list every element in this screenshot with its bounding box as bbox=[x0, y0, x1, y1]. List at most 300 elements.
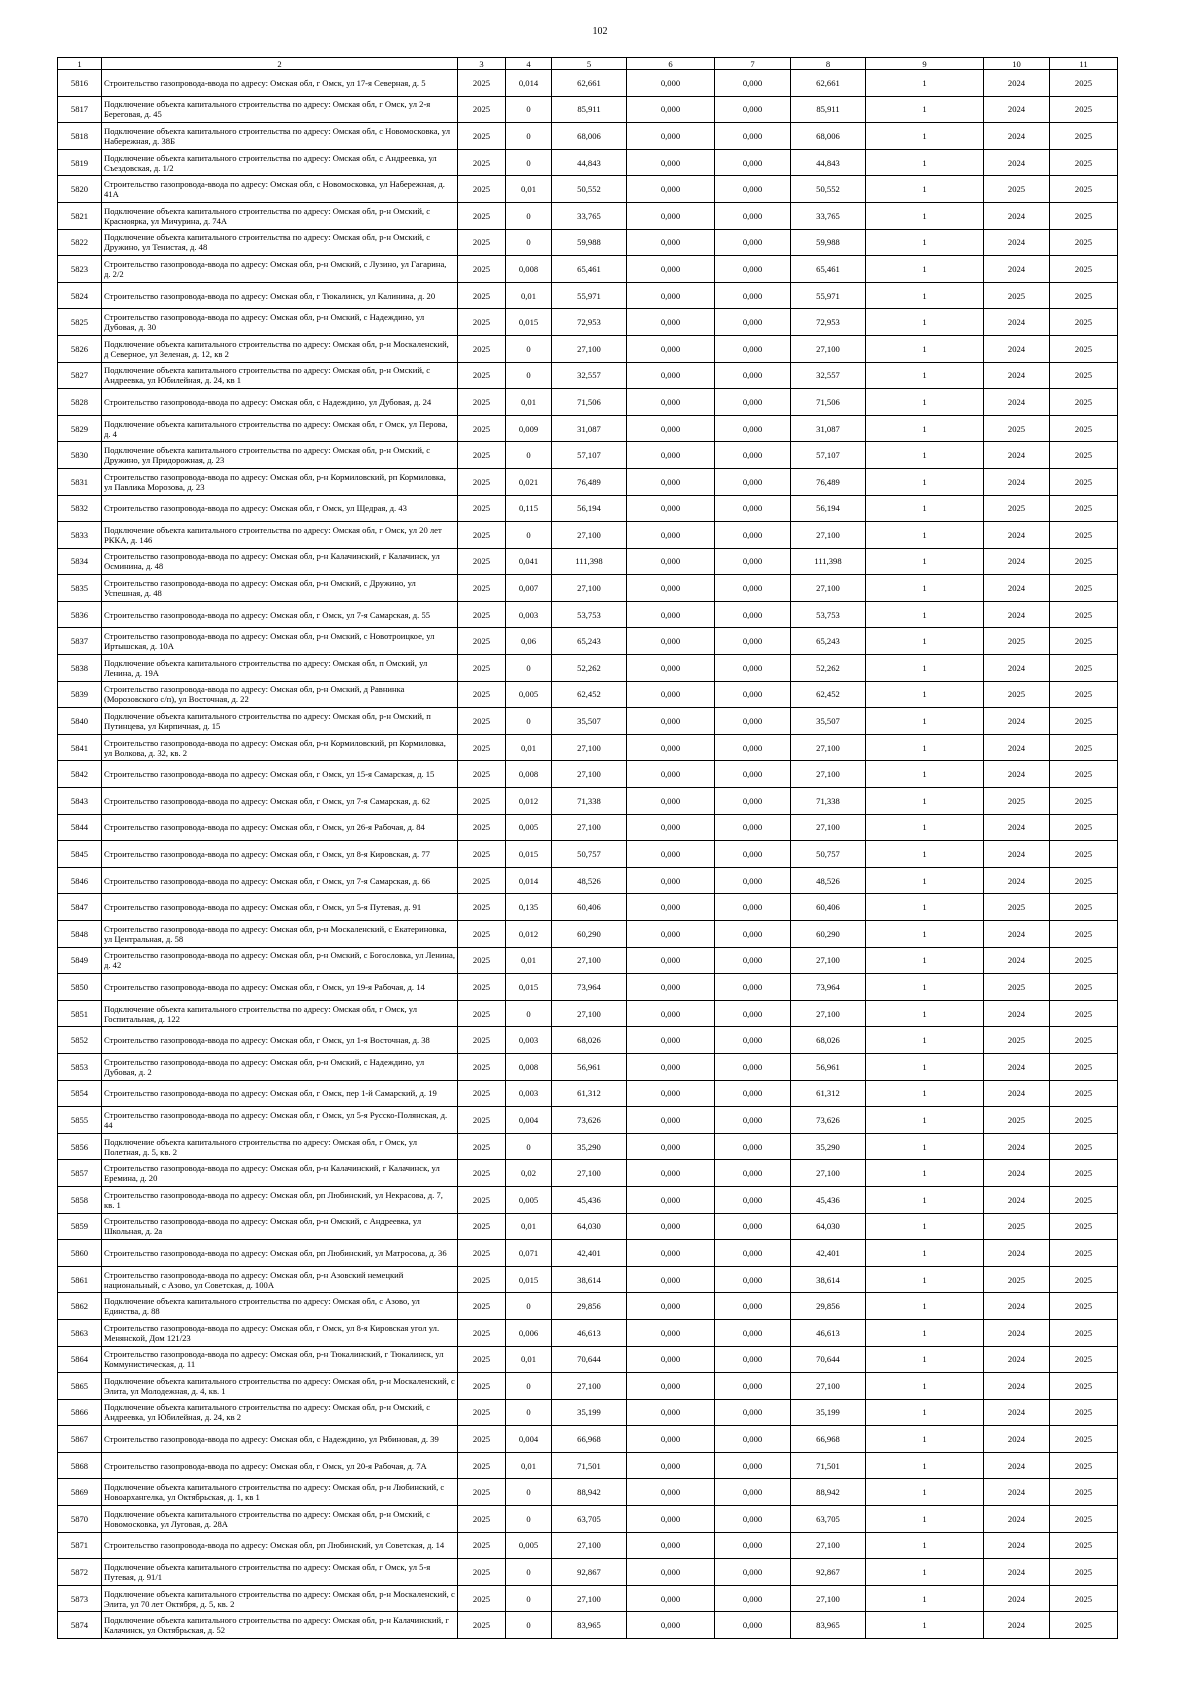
table-cell: 2025 bbox=[1050, 229, 1118, 256]
table-cell: 76,489 bbox=[791, 468, 866, 495]
table-cell: 44,843 bbox=[791, 149, 866, 176]
table-row bbox=[58, 1240, 1118, 1267]
table-row bbox=[58, 734, 1118, 761]
table-cell: 2025 bbox=[1050, 734, 1118, 761]
table-cell: 0,000 bbox=[627, 1080, 715, 1107]
table-cell: 2025 bbox=[458, 70, 506, 97]
table-cell: 45,436 bbox=[791, 1186, 866, 1213]
table-cell: 0,008 bbox=[506, 1053, 552, 1080]
table-cell: 2024 bbox=[984, 814, 1050, 841]
table-cell: 0,000 bbox=[627, 894, 715, 921]
table-cell: 0 bbox=[506, 1293, 552, 1320]
table-cell: 2024 bbox=[984, 1479, 1050, 1506]
table-cell: 50,757 bbox=[791, 841, 866, 868]
table-cell: 2025 bbox=[458, 1479, 506, 1506]
object-name-cell: Строительство газопровода-ввода по адресу: Омская обл, р-н Тюкалинский, г Тюкалинск, ул Коммунистическая, д. 11 bbox=[102, 1346, 458, 1373]
table-row bbox=[58, 415, 1118, 442]
table-cell: 57,107 bbox=[552, 442, 627, 469]
table-cell: 5840 bbox=[58, 708, 102, 735]
table-cell: 1 bbox=[866, 1532, 984, 1559]
table-cell: 2024 bbox=[984, 548, 1050, 575]
table-cell: 0,071 bbox=[506, 1240, 552, 1267]
table-cell: 27,100 bbox=[552, 1373, 627, 1400]
object-name-cell: Строительство газопровода-ввода по адресу: Омская обл, р-н Омский, с Андреевка, ул Школьная, д. 2а bbox=[102, 1213, 458, 1240]
table-cell: 0,004 bbox=[506, 1107, 552, 1134]
column-header: 8 bbox=[791, 58, 866, 70]
table-cell: 5853 bbox=[58, 1053, 102, 1080]
table-row bbox=[58, 788, 1118, 815]
table-cell: 1 bbox=[866, 1479, 984, 1506]
table-cell: 56,194 bbox=[552, 495, 627, 522]
table-cell: 88,942 bbox=[552, 1479, 627, 1506]
table-cell: 27,100 bbox=[552, 1000, 627, 1027]
table-cell: 2025 bbox=[1050, 1213, 1118, 1240]
table-cell: 0,021 bbox=[506, 468, 552, 495]
table-cell: 5832 bbox=[58, 495, 102, 522]
table-cell: 27,100 bbox=[791, 734, 866, 761]
object-name-cell: Подключение объекта капитального строительства по адресу: Омская обл, с Азово, ул Единства, д. 88 bbox=[102, 1293, 458, 1320]
table-cell: 0,000 bbox=[627, 1319, 715, 1346]
table-cell: 2025 bbox=[458, 841, 506, 868]
table-cell: 56,961 bbox=[552, 1053, 627, 1080]
table-cell: 2024 bbox=[984, 1000, 1050, 1027]
table-cell: 2025 bbox=[1050, 841, 1118, 868]
table-cell: 0,000 bbox=[627, 282, 715, 309]
table-cell: 5854 bbox=[58, 1080, 102, 1107]
table-cell: 2025 bbox=[458, 1213, 506, 1240]
table-cell: 0,000 bbox=[715, 761, 791, 788]
table-cell: 2025 bbox=[458, 282, 506, 309]
table-cell: 92,867 bbox=[552, 1559, 627, 1586]
table-cell: 71,506 bbox=[552, 389, 627, 416]
table-cell: 0,000 bbox=[715, 123, 791, 150]
table-cell: 2024 bbox=[984, 1160, 1050, 1187]
table-cell: 0,000 bbox=[627, 1160, 715, 1187]
table-row bbox=[58, 468, 1118, 495]
table-cell: 0,000 bbox=[627, 1000, 715, 1027]
table-cell: 2025 bbox=[458, 96, 506, 123]
table-cell: 62,452 bbox=[552, 681, 627, 708]
object-name-cell: Строительство газопровода-ввода по адресу: Омская обл, р-н Калачинский, г Калачинск, ул Осминина, д. 48 bbox=[102, 548, 458, 575]
table-cell: 1 bbox=[866, 282, 984, 309]
table-cell: 55,971 bbox=[791, 282, 866, 309]
table-cell: 33,765 bbox=[791, 202, 866, 229]
table-cell: 2025 bbox=[1050, 1479, 1118, 1506]
table-cell: 2025 bbox=[984, 282, 1050, 309]
table-cell: 73,964 bbox=[791, 974, 866, 1001]
table-cell: 0,000 bbox=[627, 841, 715, 868]
table-cell: 0 bbox=[506, 1559, 552, 1586]
table-cell: 0,000 bbox=[715, 841, 791, 868]
table-cell: 2025 bbox=[1050, 1107, 1118, 1134]
table-cell: 0,000 bbox=[627, 1293, 715, 1320]
table-cell: 0,000 bbox=[715, 628, 791, 655]
table-cell: 31,087 bbox=[791, 415, 866, 442]
table-cell: 1 bbox=[866, 389, 984, 416]
table-cell: 1 bbox=[866, 734, 984, 761]
table-cell: 2025 bbox=[458, 894, 506, 921]
table-cell: 1 bbox=[866, 1612, 984, 1639]
table-cell: 60,406 bbox=[791, 894, 866, 921]
table-cell: 1 bbox=[866, 522, 984, 549]
table-cell: 1 bbox=[866, 841, 984, 868]
table-cell: 0,000 bbox=[715, 814, 791, 841]
table-cell: 27,100 bbox=[791, 1532, 866, 1559]
table-row bbox=[58, 1053, 1118, 1080]
table-cell: 2025 bbox=[458, 1506, 506, 1533]
object-name-cell: Строительство газопровода-ввода по адресу: Омская обл, р-н Омский, с Надеждино, ул Дубовая, д. 2 bbox=[102, 1053, 458, 1080]
table-cell: 2025 bbox=[1050, 867, 1118, 894]
table-cell: 5859 bbox=[58, 1213, 102, 1240]
table-cell: 2025 bbox=[1050, 362, 1118, 389]
table-cell: 0,000 bbox=[627, 947, 715, 974]
object-name-cell: Строительство газопровода-ввода по адресу: Омская обл, г Омск, ул 20-я Рабочая, д. 7А bbox=[102, 1452, 458, 1479]
object-name-cell: Строительство газопровода-ввода по адресу: Омская обл, г Омск, ул 19-я Рабочая, д. 14 bbox=[102, 974, 458, 1001]
table-cell: 2025 bbox=[1050, 415, 1118, 442]
table-cell: 0,000 bbox=[627, 1186, 715, 1213]
table-cell: 1 bbox=[866, 176, 984, 203]
table-cell: 2024 bbox=[984, 867, 1050, 894]
table-cell: 2025 bbox=[458, 681, 506, 708]
table-cell: 0,012 bbox=[506, 921, 552, 948]
table-cell: 2025 bbox=[1050, 708, 1118, 735]
table-cell: 0,000 bbox=[627, 1240, 715, 1267]
table-cell: 5828 bbox=[58, 389, 102, 416]
table-cell: 27,100 bbox=[552, 734, 627, 761]
table-cell: 1 bbox=[866, 761, 984, 788]
object-name-cell: Подключение объекта капитального строительства по адресу: Омская обл, р-н Москаленский, с Элита, ул Молодежная, д. 4, кв. 1 bbox=[102, 1373, 458, 1400]
table-cell: 0 bbox=[506, 202, 552, 229]
table-cell: 0,000 bbox=[627, 1532, 715, 1559]
table-cell: 0,000 bbox=[715, 601, 791, 628]
table-cell: 5866 bbox=[58, 1399, 102, 1426]
table-cell: 5849 bbox=[58, 947, 102, 974]
table-row bbox=[58, 229, 1118, 256]
table-cell: 56,961 bbox=[791, 1053, 866, 1080]
table-cell: 56,194 bbox=[791, 495, 866, 522]
table-cell: 61,312 bbox=[552, 1080, 627, 1107]
table-cell: 2025 bbox=[984, 176, 1050, 203]
table-row bbox=[58, 1080, 1118, 1107]
table-cell: 0,000 bbox=[627, 149, 715, 176]
table-cell: 2025 bbox=[458, 1452, 506, 1479]
table-cell: 63,705 bbox=[791, 1506, 866, 1533]
table-cell: 0,000 bbox=[715, 256, 791, 283]
table-row bbox=[58, 947, 1118, 974]
table-row bbox=[58, 921, 1118, 948]
table-cell: 0,000 bbox=[715, 415, 791, 442]
table-cell: 2025 bbox=[458, 1266, 506, 1293]
object-name-cell: Подключение объекта капитального строительства по адресу: Омская обл, г Омск, ул Полетная, д. 5, кв. 2 bbox=[102, 1133, 458, 1160]
table-cell: 0,000 bbox=[627, 1107, 715, 1134]
table-cell: 5855 bbox=[58, 1107, 102, 1134]
table-cell: 1 bbox=[866, 1133, 984, 1160]
table-cell: 1 bbox=[866, 814, 984, 841]
table-cell: 5864 bbox=[58, 1346, 102, 1373]
table-cell: 2024 bbox=[984, 1293, 1050, 1320]
table-cell: 62,661 bbox=[791, 70, 866, 97]
table-cell: 2025 bbox=[458, 974, 506, 1001]
table-cell: 5823 bbox=[58, 256, 102, 283]
table-cell: 5834 bbox=[58, 548, 102, 575]
table-cell: 65,243 bbox=[791, 628, 866, 655]
table-row bbox=[58, 1160, 1118, 1187]
table-row bbox=[58, 1399, 1118, 1426]
table-cell: 5841 bbox=[58, 734, 102, 761]
table-cell: 27,100 bbox=[791, 1000, 866, 1027]
table-cell: 2025 bbox=[1050, 1186, 1118, 1213]
table-cell: 1 bbox=[866, 867, 984, 894]
table-cell: 1 bbox=[866, 548, 984, 575]
table-cell: 0 bbox=[506, 442, 552, 469]
table-cell: 45,436 bbox=[552, 1186, 627, 1213]
table-cell: 0,000 bbox=[627, 1027, 715, 1054]
table-cell: 66,968 bbox=[791, 1426, 866, 1453]
table-cell: 2024 bbox=[984, 1080, 1050, 1107]
table-cell: 27,100 bbox=[552, 1585, 627, 1612]
table-cell: 5837 bbox=[58, 628, 102, 655]
column-header: 11 bbox=[1050, 58, 1118, 70]
table-cell: 0,000 bbox=[715, 575, 791, 602]
table-cell: 5868 bbox=[58, 1452, 102, 1479]
table-cell: 64,030 bbox=[552, 1213, 627, 1240]
table-cell: 42,401 bbox=[552, 1240, 627, 1267]
data-table bbox=[57, 57, 1118, 1639]
table-cell: 53,753 bbox=[791, 601, 866, 628]
table-cell: 2025 bbox=[458, 1346, 506, 1373]
table-cell: 2025 bbox=[1050, 814, 1118, 841]
table-cell: 0,015 bbox=[506, 974, 552, 1001]
table-cell: 27,100 bbox=[791, 814, 866, 841]
table-row bbox=[58, 628, 1118, 655]
object-name-cell: Строительство газопровода-ввода по адресу: Омская обл, р-н Кормиловский, рп Кормиловка, ул Волкова, д. 32, кв. 2 bbox=[102, 734, 458, 761]
table-cell: 1 bbox=[866, 1027, 984, 1054]
table-cell: 2025 bbox=[984, 681, 1050, 708]
table-cell: 0,009 bbox=[506, 415, 552, 442]
object-name-cell: Подключение объекта капитального строительства по адресу: Омская обл, р-н Калачинский, г Калачинск, ул Октябрьская, д. 52 bbox=[102, 1612, 458, 1639]
table-cell: 1 bbox=[866, 575, 984, 602]
column-header: 3 bbox=[458, 58, 506, 70]
table-cell: 2025 bbox=[1050, 601, 1118, 628]
object-name-cell: Подключение объекта капитального строительства по адресу: Омская обл, г Омск, ул 2-я Береговая, д. 45 bbox=[102, 96, 458, 123]
table-cell: 0 bbox=[506, 655, 552, 682]
table-cell: 5830 bbox=[58, 442, 102, 469]
table-cell: 35,290 bbox=[791, 1133, 866, 1160]
table-row bbox=[58, 309, 1118, 336]
table-cell: 1 bbox=[866, 974, 984, 1001]
table-cell: 60,406 bbox=[552, 894, 627, 921]
object-name-cell: Подключение объекта капитального строительства по адресу: Омская обл, р-н Любинский, с Новоархангелка, ул Октябрьская, д. 1, кв 1 bbox=[102, 1479, 458, 1506]
table-cell: 31,087 bbox=[552, 415, 627, 442]
table-cell: 85,911 bbox=[791, 96, 866, 123]
table-cell: 2025 bbox=[458, 867, 506, 894]
table-cell: 2025 bbox=[1050, 628, 1118, 655]
table-cell: 0,000 bbox=[627, 761, 715, 788]
table-cell: 27,100 bbox=[552, 814, 627, 841]
table-cell: 2024 bbox=[984, 947, 1050, 974]
table-cell: 0 bbox=[506, 1612, 552, 1639]
table-cell: 2025 bbox=[1050, 1532, 1118, 1559]
table-cell: 1 bbox=[866, 601, 984, 628]
table-cell: 0,01 bbox=[506, 1452, 552, 1479]
table-cell: 0,000 bbox=[627, 867, 715, 894]
table-cell: 0,000 bbox=[715, 1186, 791, 1213]
table-cell: 0 bbox=[506, 1585, 552, 1612]
table-cell: 55,971 bbox=[552, 282, 627, 309]
table-cell: 73,964 bbox=[552, 974, 627, 1001]
table-cell: 2024 bbox=[984, 841, 1050, 868]
table-cell: 0 bbox=[506, 1373, 552, 1400]
table-cell: 0,000 bbox=[715, 921, 791, 948]
table-cell: 0,000 bbox=[715, 495, 791, 522]
table-cell: 66,968 bbox=[552, 1426, 627, 1453]
object-name-cell: Подключение объекта капитального строительства по адресу: Омская обл, р-н Омский, п Путинцева, ул Кирпичная, д. 15 bbox=[102, 708, 458, 735]
table-cell: 1 bbox=[866, 1293, 984, 1320]
table-cell: 2025 bbox=[458, 575, 506, 602]
table-cell: 1 bbox=[866, 415, 984, 442]
table-cell: 111,398 bbox=[791, 548, 866, 575]
table-cell: 2025 bbox=[1050, 149, 1118, 176]
table-cell: 0,000 bbox=[715, 229, 791, 256]
table-cell: 1 bbox=[866, 1080, 984, 1107]
object-name-cell: Строительство газопровода-ввода по адресу: Омская обл, г Омск, ул 26-я Рабочая, д. 84 bbox=[102, 814, 458, 841]
table-cell: 0,01 bbox=[506, 1346, 552, 1373]
table-cell: 2024 bbox=[984, 522, 1050, 549]
table-cell: 2024 bbox=[984, 1585, 1050, 1612]
table-row bbox=[58, 708, 1118, 735]
table-cell: 0,000 bbox=[715, 96, 791, 123]
table-cell: 2025 bbox=[458, 256, 506, 283]
table-cell: 0,000 bbox=[715, 788, 791, 815]
object-name-cell: Строительство газопровода-ввода по адресу: Омская обл, г Омск, ул 17-я Северная, д. 5 bbox=[102, 70, 458, 97]
table-cell: 0 bbox=[506, 1506, 552, 1533]
table-cell: 61,312 bbox=[791, 1080, 866, 1107]
table-cell: 0,000 bbox=[715, 734, 791, 761]
table-cell: 2025 bbox=[1050, 655, 1118, 682]
table-cell: 0,000 bbox=[627, 1346, 715, 1373]
table-cell: 0,000 bbox=[627, 70, 715, 97]
table-cell: 2025 bbox=[458, 362, 506, 389]
object-name-cell: Строительство газопровода-ввода по адресу: Омская обл, р-н Омский, с Дружино, ул Успешная, д. 48 bbox=[102, 575, 458, 602]
table-cell: 2025 bbox=[1050, 1160, 1118, 1187]
table-cell: 0 bbox=[506, 708, 552, 735]
table-cell: 0,000 bbox=[715, 681, 791, 708]
table-cell: 0,000 bbox=[627, 1213, 715, 1240]
column-header: 10 bbox=[984, 58, 1050, 70]
table-cell: 5873 bbox=[58, 1585, 102, 1612]
table-cell: 2025 bbox=[1050, 761, 1118, 788]
object-name-cell: Подключение объекта капитального строительства по адресу: Омская обл, р-н Москаленский, с Элита, ул 70 лет Октября, д. 5, кв. 2 bbox=[102, 1585, 458, 1612]
table-row bbox=[58, 655, 1118, 682]
table-cell: 1 bbox=[866, 788, 984, 815]
table-cell: 1 bbox=[866, 1053, 984, 1080]
table-cell: 2025 bbox=[458, 309, 506, 336]
table-cell: 1 bbox=[866, 1346, 984, 1373]
table-cell: 2025 bbox=[1050, 1319, 1118, 1346]
table-cell: 0 bbox=[506, 96, 552, 123]
table-cell: 2025 bbox=[458, 442, 506, 469]
table-cell: 2024 bbox=[984, 70, 1050, 97]
table-cell: 2025 bbox=[1050, 1133, 1118, 1160]
table-cell: 0,000 bbox=[715, 894, 791, 921]
table-cell: 1 bbox=[866, 256, 984, 283]
table-cell: 2025 bbox=[984, 1107, 1050, 1134]
table-cell: 2024 bbox=[984, 575, 1050, 602]
table-cell: 5839 bbox=[58, 681, 102, 708]
table-cell: 2025 bbox=[1050, 788, 1118, 815]
table-cell: 5844 bbox=[58, 814, 102, 841]
table-cell: 0,000 bbox=[715, 1585, 791, 1612]
table-cell: 0,005 bbox=[506, 814, 552, 841]
table-cell: 0,000 bbox=[627, 921, 715, 948]
table-cell: 68,026 bbox=[552, 1027, 627, 1054]
table-cell: 2024 bbox=[984, 761, 1050, 788]
table-cell: 2025 bbox=[1050, 389, 1118, 416]
column-header: 4 bbox=[506, 58, 552, 70]
object-name-cell: Строительство газопровода-ввода по адресу: Омская обл, рп Любинский, ул Некрасова, д. 7, кв. 1 bbox=[102, 1186, 458, 1213]
table-cell: 2025 bbox=[984, 788, 1050, 815]
object-name-cell: Подключение объекта капитального строительства по адресу: Омская обл, г Омск, ул 5-я Путевая, д. 91/1 bbox=[102, 1559, 458, 1586]
table-cell: 2025 bbox=[458, 1000, 506, 1027]
object-name-cell: Строительство газопровода-ввода по адресу: Омская обл, р-н Омский, с Надеждино, ул Дубовая, д. 30 bbox=[102, 309, 458, 336]
table-cell: 2025 bbox=[1050, 1293, 1118, 1320]
table-cell: 5874 bbox=[58, 1612, 102, 1639]
table-cell: 72,953 bbox=[791, 309, 866, 336]
column-header: 7 bbox=[715, 58, 791, 70]
table-cell: 0,003 bbox=[506, 1080, 552, 1107]
table-cell: 0,000 bbox=[715, 522, 791, 549]
table-cell: 1 bbox=[866, 1266, 984, 1293]
table-cell: 0,01 bbox=[506, 1213, 552, 1240]
table-cell: 2025 bbox=[458, 1373, 506, 1400]
table-cell: 0,000 bbox=[627, 176, 715, 203]
table-cell: 5827 bbox=[58, 362, 102, 389]
table-cell: 0,000 bbox=[627, 256, 715, 283]
table-cell: 0,000 bbox=[627, 442, 715, 469]
table-cell: 0,01 bbox=[506, 176, 552, 203]
table-cell: 0,000 bbox=[715, 1373, 791, 1400]
table-cell: 2024 bbox=[984, 1559, 1050, 1586]
table-row bbox=[58, 761, 1118, 788]
table-cell: 1 bbox=[866, 681, 984, 708]
table-cell: 2025 bbox=[1050, 123, 1118, 150]
table-cell: 0 bbox=[506, 1479, 552, 1506]
table-cell: 2025 bbox=[1050, 96, 1118, 123]
table-cell: 2025 bbox=[458, 734, 506, 761]
table-row bbox=[58, 1452, 1118, 1479]
table-cell: 2024 bbox=[984, 1426, 1050, 1453]
table-cell: 0 bbox=[506, 149, 552, 176]
table-cell: 0,000 bbox=[715, 1426, 791, 1453]
table-cell: 2024 bbox=[984, 1133, 1050, 1160]
table-cell: 0,000 bbox=[627, 522, 715, 549]
table-cell: 2025 bbox=[1050, 1373, 1118, 1400]
table-row bbox=[58, 123, 1118, 150]
table-cell: 50,552 bbox=[552, 176, 627, 203]
table-row bbox=[58, 1133, 1118, 1160]
table-cell: 2024 bbox=[984, 921, 1050, 948]
table-cell: 2025 bbox=[458, 1585, 506, 1612]
table-cell: 0,02 bbox=[506, 1160, 552, 1187]
table-cell: 27,100 bbox=[552, 575, 627, 602]
table-cell: 5871 bbox=[58, 1532, 102, 1559]
table-cell: 2024 bbox=[984, 1053, 1050, 1080]
table-cell: 27,100 bbox=[791, 1585, 866, 1612]
table-cell: 0,000 bbox=[715, 1452, 791, 1479]
table-cell: 0,012 bbox=[506, 788, 552, 815]
table-cell: 1 bbox=[866, 1452, 984, 1479]
table-cell: 0,000 bbox=[627, 734, 715, 761]
